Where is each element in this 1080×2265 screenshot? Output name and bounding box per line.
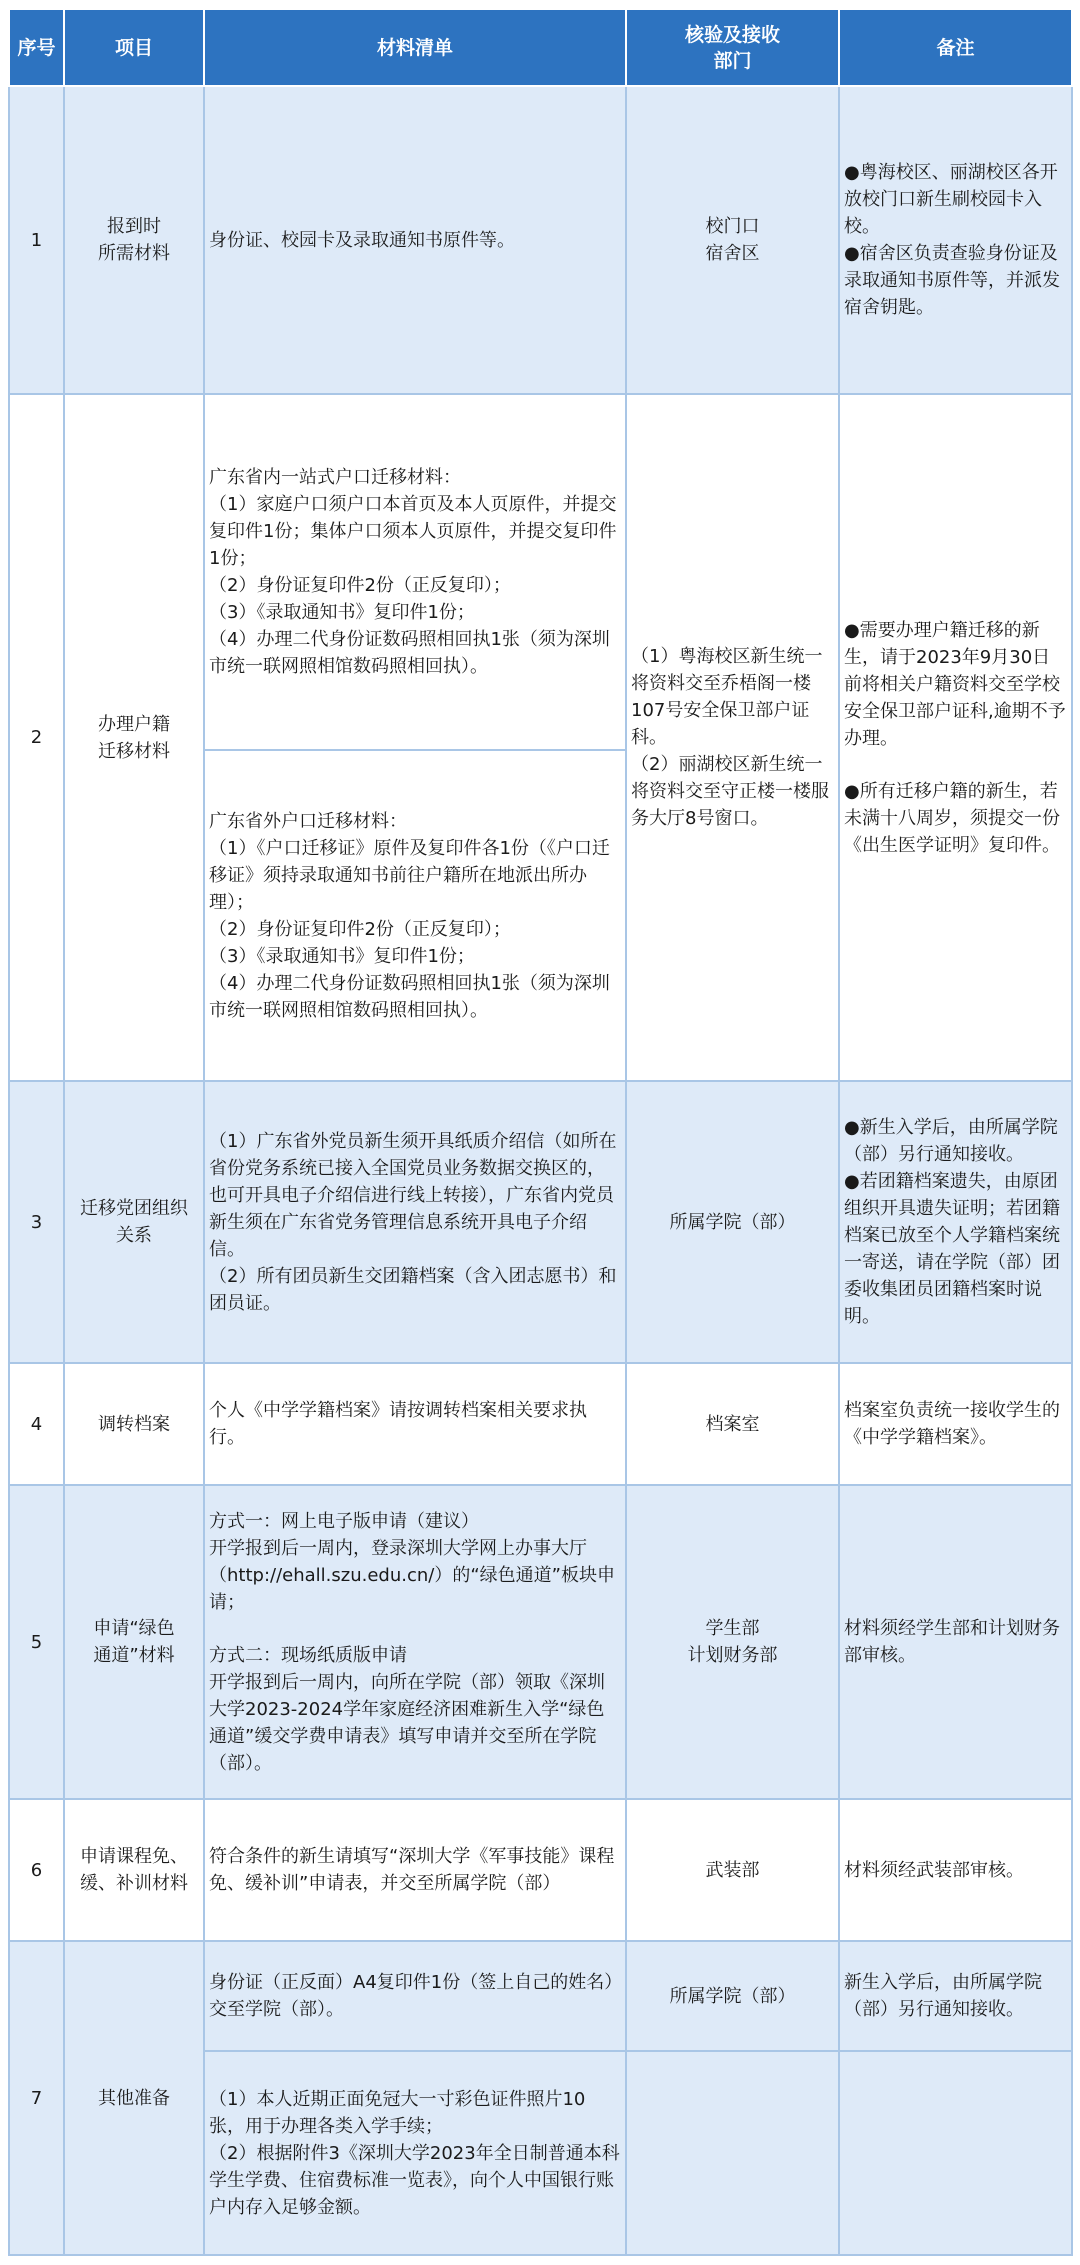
table-row-3 (9, 1081, 1072, 1363)
row2-note-2: ●所有迁移户籍的新生，若未满十八周岁，须提交一份《出生医学证明》复印件。 (844, 780, 1060, 856)
header-dept (626, 9, 839, 86)
row6-note: 材料须经武装部审核。 (839, 1799, 1072, 1941)
row3-item-line1: 迁移党团组织 (80, 1198, 188, 1219)
row7-material-b (204, 2051, 626, 2255)
row1-material: 身份证、校园卡及录取通知书原件等。 (204, 86, 626, 394)
row3-note-1: ●新生入学后，由所属学院（部）另行通知接收。 (844, 1117, 1058, 1165)
table-row-5 (9, 1485, 1072, 1799)
row3-material (204, 1081, 626, 1363)
row5-gap (209, 1616, 621, 1642)
row4-dept: 档案室 (626, 1363, 839, 1485)
row5-note: 材料须经学生部和计划财务部审核。 (839, 1485, 1072, 1799)
row2-dept-line2: （2）丽湖校区新生统一将资料交至守正楼一楼服务大厅8号窗口。 (631, 754, 829, 829)
row2b-line5: （4）办理二代身份证数码照相回执1张（须为深圳市统一联网照相馆数码照相回执）。 (209, 972, 610, 1021)
row4-note: 档案室负责统一接收学生的《中学学籍档案》。 (839, 1363, 1072, 1485)
row2-material-out-province (204, 750, 626, 1081)
row7-item: 其他准备 (64, 1941, 204, 2255)
header-dept-line2: 部门 (713, 49, 752, 72)
row1-dept-line2: 宿舍区 (705, 243, 760, 264)
row3-material-2: （2）所有团员新生交团籍档案（含入团志愿书）和团员证。 (209, 1265, 617, 1314)
row2-item (64, 394, 204, 1081)
row3-material-1: （1）广东省外党员新生须开具纸质介绍信（如所在省份党务系统已接入全国党员业务数据交换区的，也可开具电子介绍信进行线上转接），广东省内党员新生须在广东省党务管理信息系统开具电子介绍信。 (209, 1130, 617, 1260)
row5-dept (626, 1485, 839, 1799)
table-row-2a (9, 394, 1072, 750)
row6-dept: 武装部 (626, 1799, 839, 1941)
row7-note: 新生入学后，由所属学院（部）另行通知接收。 (839, 1941, 1072, 2051)
row2-item-line2: 迁移材料 (98, 740, 170, 762)
row1-notes (839, 86, 1072, 394)
row2a-line3: （2）身份证复印件2份（正反复印）； (209, 575, 511, 596)
row7b-note-empty (839, 2051, 1072, 2255)
row2b-line2: （1）《户口迁移证》原件及复印件各1份（《户口迁移证》须持录取通知书前往户籍所在地派出所办理）； (209, 837, 610, 913)
row1-note-2: ●宿舍区负责查验身份证及录取通知书原件等，并派发宿舍钥匙。 (844, 243, 1060, 318)
row2-seq: 2 (9, 394, 64, 1081)
row4-item: 调转档案 (64, 1363, 204, 1485)
row3-notes (839, 1081, 1072, 1363)
row5-seq: 5 (9, 1485, 64, 1799)
row3-seq: 3 (9, 1081, 64, 1363)
row7b-line2: （2）根据附件3《深圳大学2023年全日制普通本科学生学费、住宿费标准一览表》，向个人中国银行账户内存入足够金额。 (209, 2142, 620, 2218)
table-row-1 (9, 86, 1072, 394)
row2-note-1: ●需要办理户籍迁移的新生，请于2023年9月30日前将相关户籍资料交至学校安全保卫部户证科,逾期不予办理。 (844, 619, 1066, 749)
row1-dept (626, 86, 839, 394)
row2a-line5: （4）办理二代身份证数码照相回执1张（须为深圳市统一联网照相馆数码照相回执）。 (209, 629, 610, 677)
row5-item-line1: 申请“绿色 (93, 1618, 175, 1639)
row2-dept-line1: （1）粤海校区新生统一将资料交至乔梧阁一楼107号安全保卫部户证科。 (631, 646, 823, 748)
row6-item-line2: 缓、补训材料 (80, 1873, 188, 1894)
row5-material (204, 1485, 626, 1799)
row4-seq: 4 (9, 1363, 64, 1485)
table-header-row (9, 9, 1072, 86)
table-row-4 (9, 1363, 1072, 1485)
row2a-line2: （1）家庭户口须户口本首页及本人页原件，并提交复印件1份；集体户口须本人页原件，并提交复印件1份； (209, 494, 617, 569)
enrollment-materials-table (8, 8, 1073, 2256)
row6-item (64, 1799, 204, 1941)
table-row-7a (9, 1941, 1072, 2051)
row5-item (64, 1485, 204, 1799)
row2-dept (626, 394, 839, 1081)
row5-method1-body: 开学报到后一周内，登录深圳大学网上办事大厅（http://ehall.szu.edu.cn/）的“绿色通道”板块申请； (209, 1537, 615, 1613)
row6-item-line1: 申请课程免、 (80, 1846, 188, 1867)
row1-item-line1: 报到时 (107, 216, 161, 237)
row1-note-1: ●粤海校区、丽湖校区各开放校门口新生刷校园卡入校。 (844, 162, 1058, 237)
row2-item-line1: 办理户籍 (98, 713, 170, 735)
header-materials: 材料清单 (204, 9, 626, 86)
row2b-line4: （3）《录取通知书》复印件1份； (209, 945, 475, 967)
row2a-line1: 广东省内一站式户口迁移材料： (209, 467, 461, 488)
row7-seq: 7 (9, 1941, 64, 2255)
row5-item-line2: 通道”材料 (93, 1645, 175, 1666)
row3-dept: 所属学院（部） (626, 1081, 839, 1363)
row7b-dept-empty (626, 2051, 839, 2255)
row5-method2-body: 开学报到后一周内，向所在学院（部）领取《深圳大学2023-2024学年家庭经济困难新生入学“绿色通道”缓交学费申请表》填写申请并交至所在学院（部）。 (209, 1671, 605, 1774)
row6-material: 符合条件的新生请填写“深圳大学《军事技能》课程免、缓补训”申请表，并交至所属学院（部） (204, 1799, 626, 1941)
row4-material: 个人《中学学籍档案》请按调转档案相关要求执行。 (204, 1363, 626, 1485)
header-notes: 备注 (839, 9, 1072, 86)
row5-dept-line1: 学生部 (705, 1618, 760, 1639)
row1-item-line2: 所需材料 (98, 243, 170, 264)
row1-dept-line1: 校门口 (705, 216, 760, 237)
row7-dept: 所属学院（部） (626, 1941, 839, 2051)
row7b-line1: （1）本人近期正面免冠大一寸彩色证件照片10张，用于办理各类入学手续； (209, 2088, 586, 2137)
row2-material-in-province (204, 394, 626, 750)
table-row-6 (9, 1799, 1072, 1941)
row2-notes (839, 394, 1072, 1081)
row3-item (64, 1081, 204, 1363)
row3-note-2: ●若团籍档案遗失，由原团组织开具遗失证明；若团籍档案已放至个人学籍档案统一寄送，请在学院（部）团委收集团员团籍档案时说明。 (844, 1171, 1060, 1327)
header-item: 项目 (64, 9, 204, 86)
row2a-line4: （3）《录取通知书》复印件1份； (209, 602, 475, 623)
row2b-line1: 广东省外户口迁移材料： (209, 810, 407, 832)
row1-item (64, 86, 204, 394)
row7-material-a: 身份证（正反面）A4复印件1份（签上自己的姓名）交至学院（部）。 (204, 1941, 626, 2051)
header-dept-line1: 核验及接收 (684, 23, 780, 46)
row3-item-line2: 关系 (116, 1225, 152, 1246)
row6-seq: 6 (9, 1799, 64, 1941)
row2-note-gap (844, 752, 1067, 778)
row1-seq: 1 (9, 86, 64, 394)
row5-method2-title: 方式二：现场纸质版申请 (209, 1644, 407, 1666)
row5-method1-title: 方式一：网上电子版申请（建议） (209, 1510, 479, 1532)
row5-dept-line2: 计划财务部 (687, 1645, 778, 1666)
row2b-line3: （2）身份证复印件2份（正反复印）； (209, 918, 511, 940)
header-seq: 序号 (9, 9, 64, 86)
